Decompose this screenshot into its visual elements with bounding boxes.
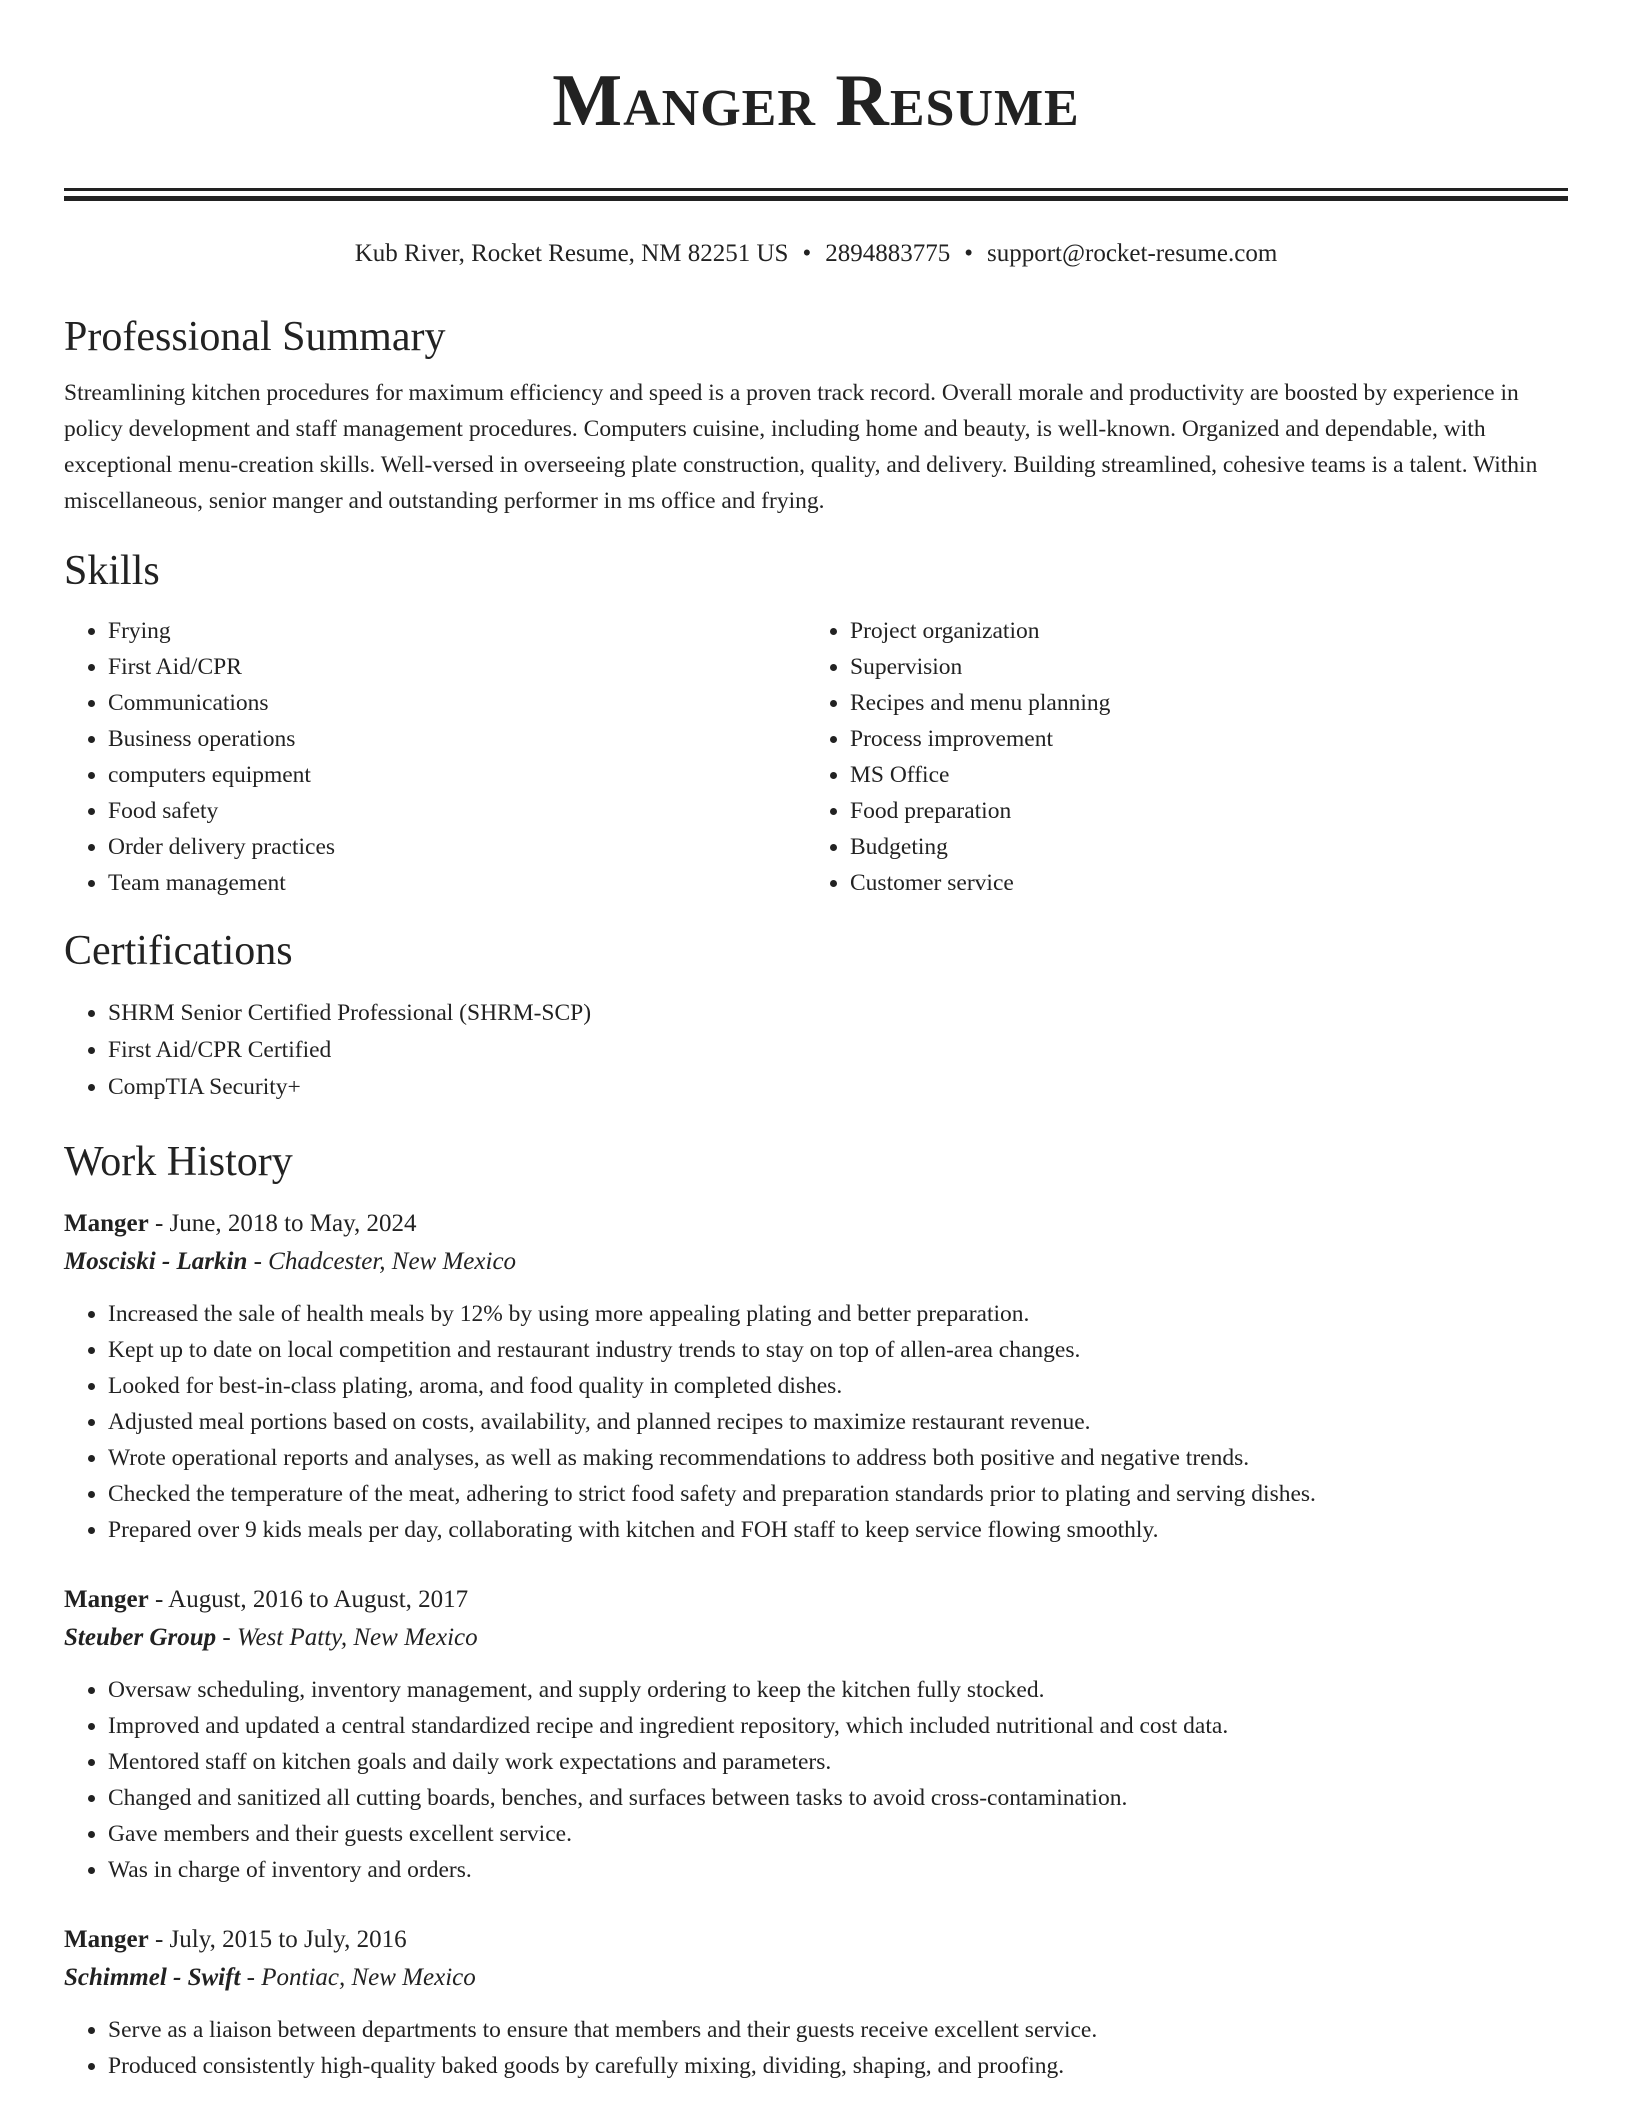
skill-item: • Food safety <box>108 793 806 829</box>
job-duty-item: • Mentored staff on kitchen goals and daily work expectations and parameters. <box>108 1744 1568 1780</box>
job-duty-item: • Prepared over 9 kids meals per day, collaborating with kitchen and FOH staff to keep service flowing smoothly. <box>108 1512 1568 1548</box>
job-title-line <box>64 1582 1568 1618</box>
job-company: Steuber Group <box>64 1624 217 1651</box>
job-dates: - July, 2015 to July, 2016 <box>148 1926 407 1953</box>
job-duty-item: • Kept up to date on local competition and restaurant industry trends to stay on top of allen-area changes. <box>108 1332 1568 1368</box>
skill-item: • Team management <box>108 865 806 901</box>
job-title: Manger <box>64 1586 149 1613</box>
skill-item: • Budgeting <box>850 829 1548 865</box>
skill-item: • Business operations <box>108 721 806 757</box>
job-duty-item: • Serve as a liaison between departments to ensure that members and their guests receive excellent service. <box>108 2012 1568 2048</box>
skill-item: • Food preparation <box>850 793 1548 829</box>
job-entry <box>64 1582 1568 1888</box>
summary-heading: Professional Summary <box>64 314 446 360</box>
skill-item: • Project organization <box>850 613 1548 649</box>
job-duty-item: • Wrote operational reports and analyses, as well as making recommendations to address both positive and negative trends. <box>108 1440 1568 1476</box>
job-duty-item: • Looked for best-in-class plating, aroma, and food quality in completed dishes. <box>108 1368 1568 1404</box>
contact-email[interactable]: support@rocket-resume.com <box>986 240 1278 267</box>
certifications-list <box>64 995 1568 1106</box>
title-divider-top <box>64 188 1568 191</box>
skill-item: • Process improvement <box>850 721 1548 757</box>
resume-title: Manger Resume <box>552 60 1080 142</box>
skill-item: • Frying <box>108 613 806 649</box>
job-duty-item: • Adjusted meal portions based on costs, availability, and planned recipes to maximize restaurant revenue. <box>108 1404 1568 1440</box>
job-dates: - June, 2018 to May, 2024 <box>148 1210 417 1237</box>
job-location: - Pontiac, New Mexico <box>240 1964 476 1991</box>
job-duty-item: • Produced consistently high-quality baked goods by carefully mixing, dividing, shaping, and proofing. <box>108 2048 1568 2084</box>
contact-address: Kub River, Rocket Resume, NM 82251 US <box>354 240 789 267</box>
contact-separator: • <box>964 240 973 267</box>
certification-item: • First Aid/CPR Certified <box>108 1032 1568 1069</box>
job-location: - West Patty, New Mexico <box>216 1624 478 1651</box>
job-duty-item: • Improved and updated a central standardized recipe and ingredient repository, which included nutritional and cost data. <box>108 1708 1568 1744</box>
job-title: Manger <box>64 1926 149 1953</box>
job-title-line <box>64 1206 1568 1242</box>
skills-list <box>64 613 1568 901</box>
job-duty-item: • Increased the sale of health meals by 12% by using more appealing plating and better preparation. <box>108 1296 1568 1332</box>
job-duties <box>64 1672 1568 1888</box>
contact-line <box>64 239 1568 269</box>
job-duty-item: • Changed and sanitized all cutting boards, benches, and surfaces between tasks to avoid cross-contamination. <box>108 1780 1568 1816</box>
job-company: Schimmel - Swift <box>64 1964 241 1991</box>
title-divider-bottom <box>64 196 1568 201</box>
job-title-line <box>64 1922 1568 1958</box>
contact-separator: • <box>802 240 812 267</box>
certifications-heading: Certifications <box>64 928 293 974</box>
skill-item: • Customer service <box>850 865 1548 901</box>
job-duty-item: • Was in charge of inventory and orders. <box>108 1852 1568 1888</box>
skill-item: • Supervision <box>850 649 1548 685</box>
job-company-line <box>64 1242 1568 1282</box>
skill-item: • Recipes and menu planning <box>850 685 1548 721</box>
job-location: - Chadcester, New Mexico <box>247 1248 517 1275</box>
job-company-line <box>64 1958 1568 1998</box>
contact-phone: 2894883775 <box>825 240 951 267</box>
certification-item: • SHRM Senior Certified Professional (SHRM-SCP) <box>108 995 1568 1032</box>
job-duties <box>64 2012 1568 2084</box>
job-company: Mosciski - Larkin <box>64 1248 248 1275</box>
job-duty-item: • Gave members and their guests excellent service. <box>108 1816 1568 1852</box>
job-title: Manger <box>64 1210 149 1237</box>
job-duty-item: • Oversaw scheduling, inventory management, and supply ordering to keep the kitchen fully stocked. <box>108 1672 1568 1708</box>
skills-heading: Skills <box>64 548 160 594</box>
skills-column-left <box>64 613 806 901</box>
job-company-line <box>64 1618 1568 1658</box>
skill-item: • First Aid/CPR <box>108 649 806 685</box>
job-duty-item: • Checked the temperature of the meat, adhering to strict food safety and preparation standards prior to plating and serving dishes. <box>108 1476 1568 1512</box>
certification-item: • CompTIA Security+ <box>108 1069 1568 1106</box>
job-entry <box>64 1922 1568 2084</box>
work-history-heading: Work History <box>64 1139 293 1185</box>
skill-item: • computers equipment <box>108 757 806 793</box>
job-dates: - August, 2016 to August, 2017 <box>148 1586 469 1613</box>
job-entry <box>64 1206 1568 1548</box>
skills-column-right <box>806 613 1548 901</box>
skill-item: • Communications <box>108 685 806 721</box>
job-duties <box>64 1296 1568 1548</box>
skill-item: • Order delivery practices <box>108 829 806 865</box>
summary-text: Streamlining kitchen procedures for maximum efficiency and speed is a proven track record. Overall morale and productivity are boosted by experience in policy development and staff management procedures. Computers cuisine, including home and beauty, is well-known. Organized and dependable, with exceptional menu-creation skills. Well-versed in overseeing plate construction, quality, and delivery. Building streamlined, cohesive teams is a talent. Within miscellaneous, senior manger and outstanding performer in ms office and frying. <box>64 380 1538 514</box>
skill-item: • MS Office <box>850 757 1548 793</box>
